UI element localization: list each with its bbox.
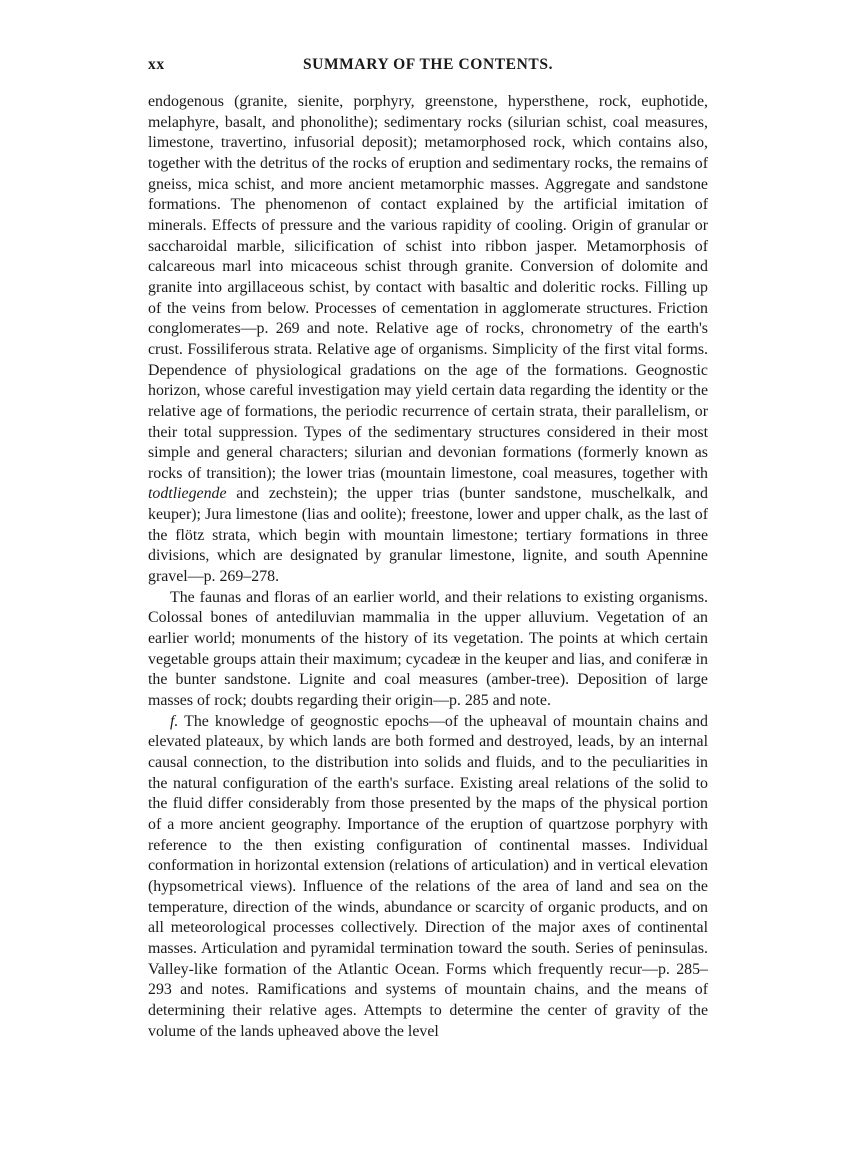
italic-term: todtliegende (148, 485, 227, 503)
paragraph-geognostic-epochs (148, 712, 708, 1043)
paragraph-text-start: endogenous (granite, sienite, porphyry, greenstone, hypersthene, rock, euphotide, melaphyre, basalt, and phonolithe); sedimentary rocks (silurian schist, coal measures, limestone, travertino, infusorial deposit); metamorphosed rock, which contains also, together with the detritus of the rocks of eruption and sedimentary rocks, the remains of gneiss, mica schist, and more ancient metamorphic masses. Aggregate and sandstone formations. The phenomenon of contact explained by the artificial imitation of minerals. Effects of pressure and the various rapidity of cooling. Origin of granular or saccharoidal marble, silicification of schist into ribbon jasper. Metamorphosis of calcareous marl into micaceous schist through granite. Conversion of dolomite and granite into argillaceous schist, by contact with basaltic and doleritic rocks. Filling up of the veins from below. Processes of cementation in agglomerate structures. Friction conglomerates—p. 269 and note. Relative age of rocks, chronometry of the earth's crust. Fossiliferous strata. Relative age of organisms. Simplicity of the first vital forms. Dependence of physiological gradations on the age of the formations. Geognostic horizon, whose careful investigation may yield certain data regarding the identity or the relative age of formations, the periodic recurrence of certain strata, their parallelism, or their total suppression. Types of the sedimentary structures considered in their most simple and general characters; silurian and devonian formations (formerly known as rocks of transition); the lower trias (mountain limestone, coal measures, together with (148, 93, 708, 482)
page-header (148, 56, 708, 86)
body-text (148, 92, 708, 1042)
paragraph-rock-formations (148, 92, 708, 588)
paragraph-text: The knowledge of geognostic epochs—of the upheaval of mountain chains and elevated plateaux, by which lands are both formed and destroyed, leads, by an internal causal connection, to the distribution into solids and fluids, and to the peculiarities in the natural configuration of the earth's surface. Existing areal relations of the solid to the fluid differ considerably from those presented by the maps of the physical portion of a more ancient geography. Importance of the eruption of quartzose porphyry with reference to the then existing configuration of continental masses. Individual conformation in horizontal extension (relations of articulation) and in vertical elevation (hypsometrical views). Influence of the relations of the area of land and sea on the temperature, direction of the winds, abundance or scarcity of organic products, and on all meteorological processes collectively. Direction of the major axes of continental masses. Articulation and pyramidal termination toward the south. Series of peninsulas. Valley-like formation of the Atlantic Ocean. Forms which frequently recur—p. 285–293 and notes. Ramifications and systems of mountain chains, and the means of determining their relative ages. Attempts to determine the center of gravity of the volume of the lands upheaved above the level (148, 712, 708, 1040)
paragraph-faunas-floras: The faunas and floras of an earlier world, and their relations to existing organisms. Colossal bones of antediluvian mammalia in the upper alluvium. Vegetation of an earlier world; monuments of the history of its vegetation. The points at which certain vegetable groups attain their maximum; cycadeæ in the keuper and lias, and coniferæ in the bunter sandstone. Lignite and coal measures (amber-tree). Deposition of large masses of rock; doubts regarding their origin—p. 285 and note. (148, 588, 708, 710)
document-page (148, 56, 708, 1042)
running-title: SUMMARY OF THE CONTENTS. (302, 56, 554, 73)
section-marker: f. (170, 712, 179, 730)
paragraph-text-end: and zechstein); the upper trias (bunter sandstone, muschelkalk, and keuper); Jura limestone (lias and oolite); freestone, lower and upper chalk, as the last of the flötz strata, which begin with mountain limestone; tertiary formations in three divisions, which are designated by granular limestone, lignite, and south Apennine gravel—p. 269–278. (148, 485, 708, 586)
page-number: xx (148, 56, 165, 73)
